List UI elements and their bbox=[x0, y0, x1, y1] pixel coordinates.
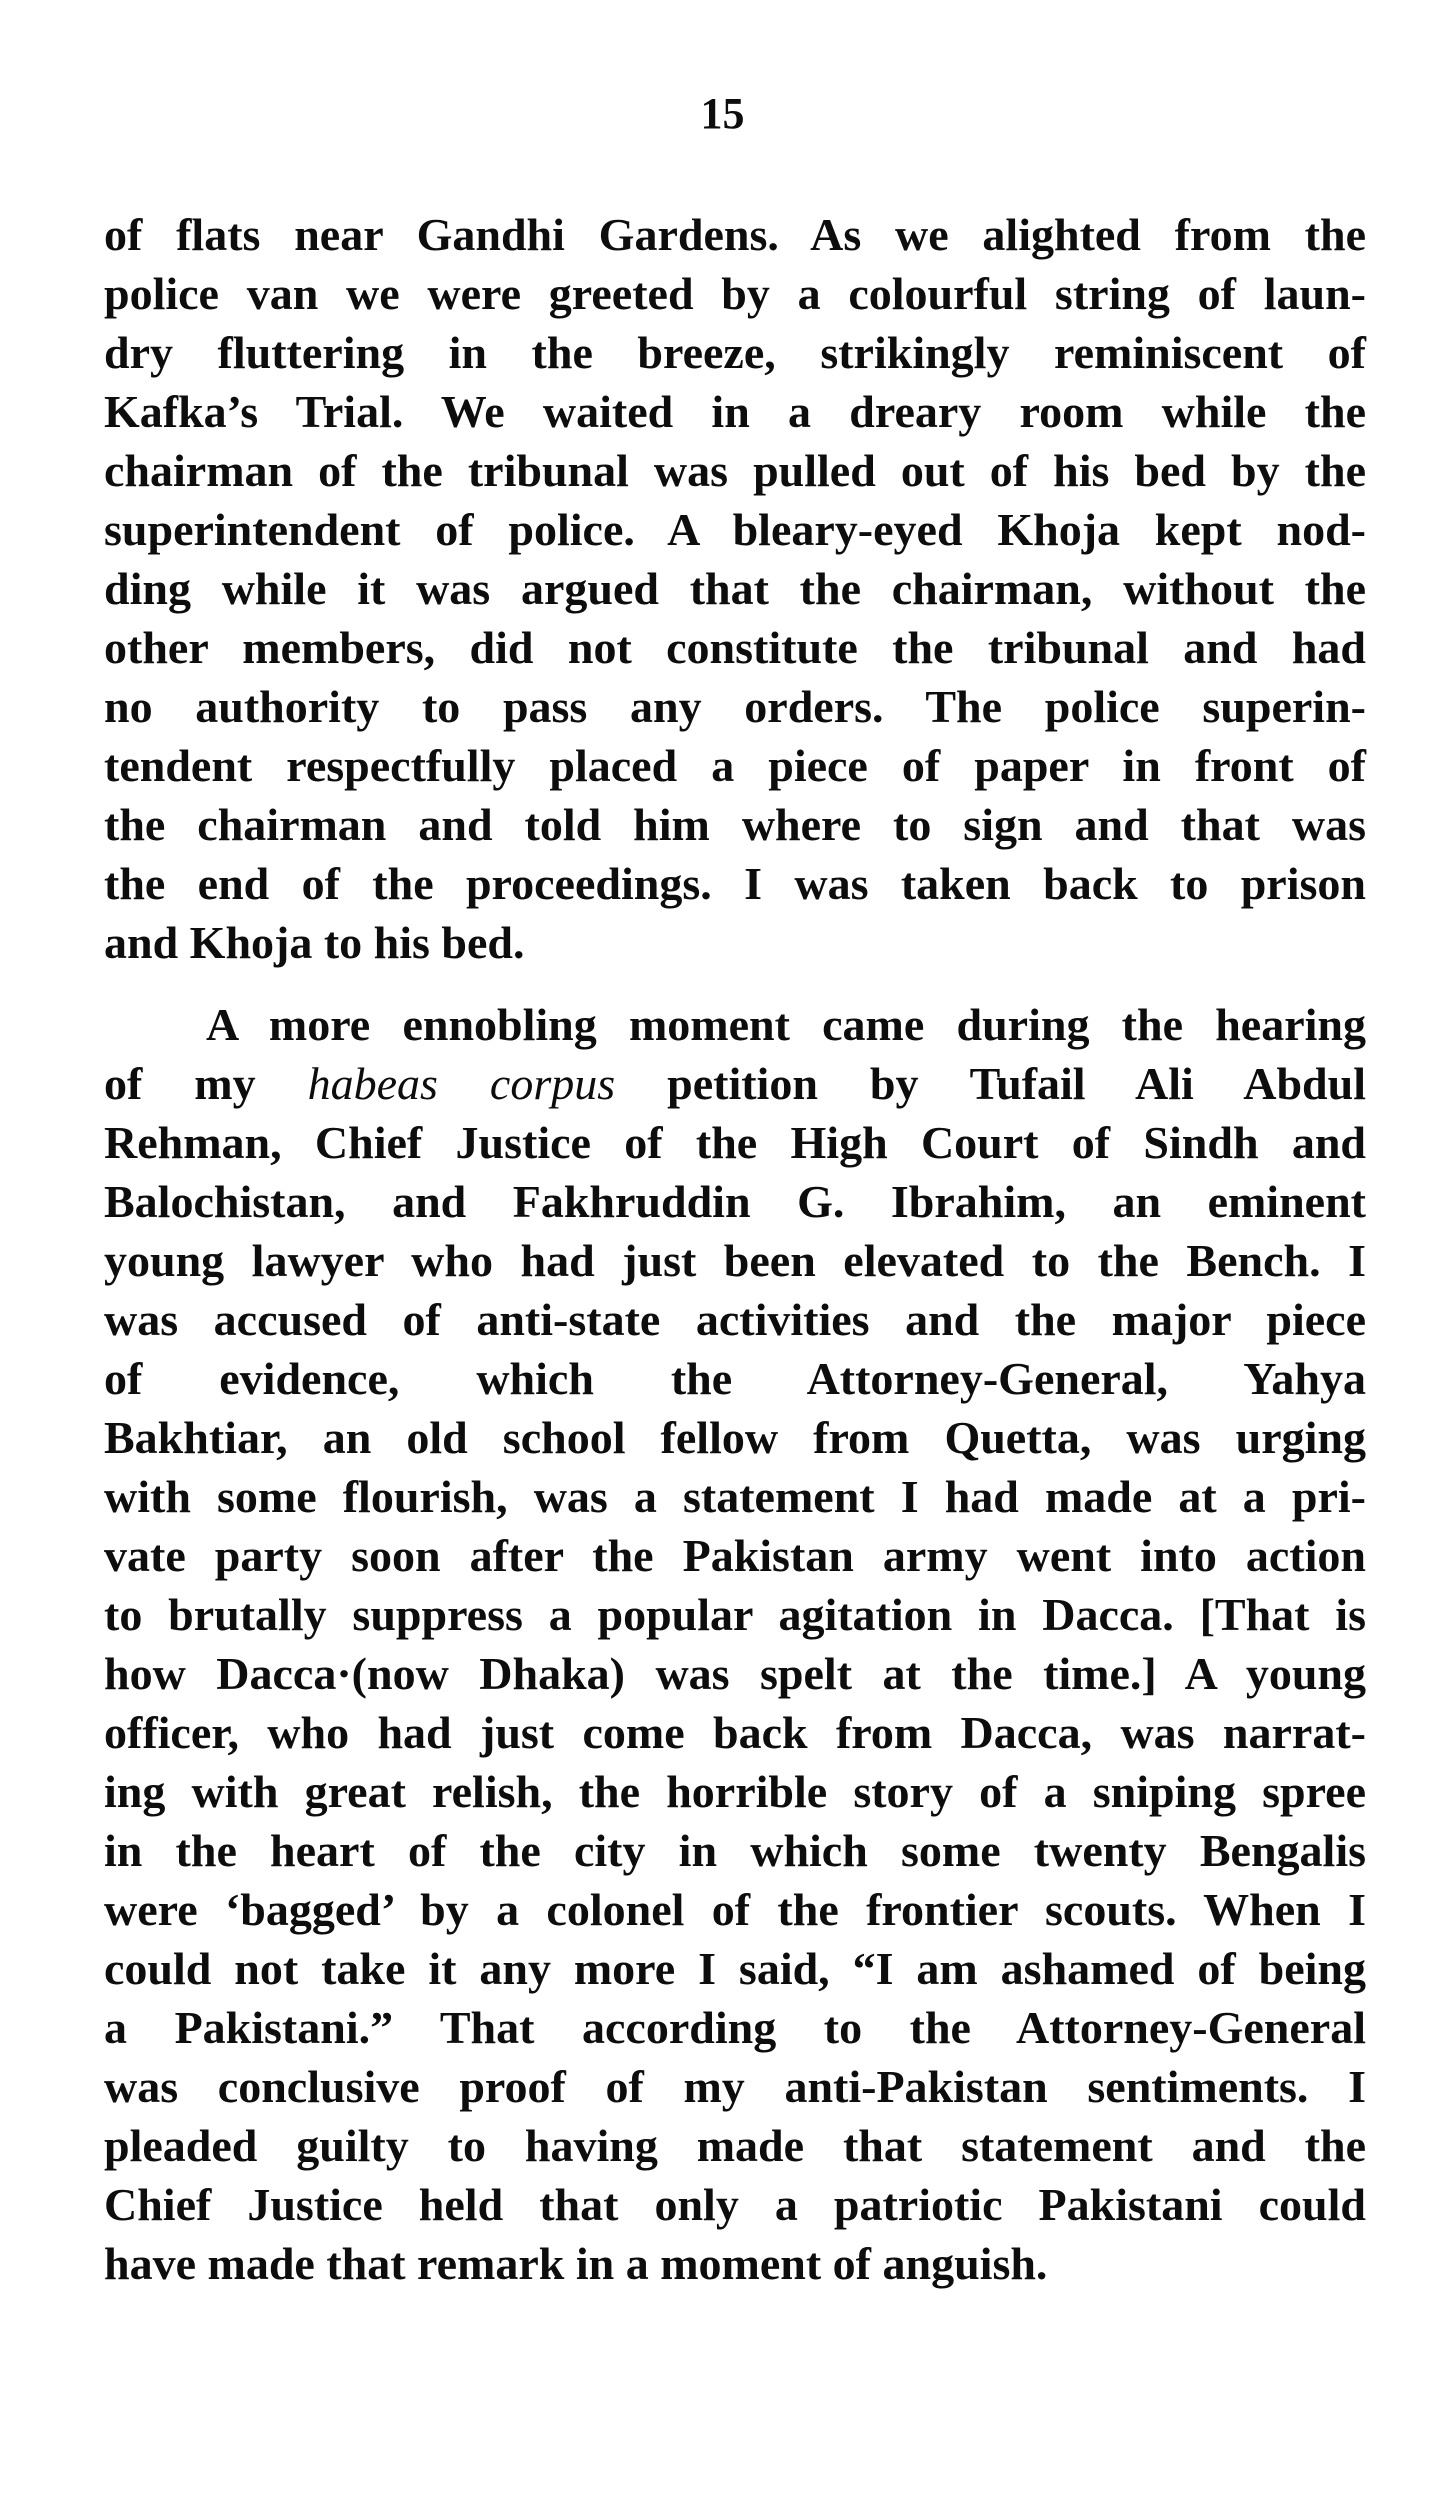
text-line: the end of the proceedings. I was taken back to prison bbox=[104, 858, 1366, 909]
text-line: could not take it any more I said, “I am ashamed of being bbox=[104, 1943, 1366, 1994]
paragraph-2 bbox=[104, 995, 1366, 2293]
text-line: superintendent of police. A bleary-eyed Khoja kept nod- bbox=[104, 504, 1366, 555]
text-line: of evidence, which the Attorney-General, Yahya bbox=[104, 1353, 1366, 1404]
text-line: tendent respectfully placed a piece of paper in front of bbox=[104, 740, 1366, 791]
text-line: the chairman and told him where to sign and that was bbox=[104, 799, 1366, 850]
text-line: and Khoja to his bed. bbox=[104, 917, 525, 968]
text-line: Rehman, Chief Justice of the High Court of Sindh and bbox=[104, 1117, 1366, 1168]
text-fragment: petition by Tufail Ali Abdul bbox=[615, 1058, 1367, 1109]
italic-term: habeas corpus bbox=[307, 1058, 616, 1109]
paragraph-1 bbox=[104, 205, 1366, 972]
text-line: Bakhtiar, an old school fellow from Quetta, was urging bbox=[104, 1412, 1366, 1463]
text-line: of flats near Gandhi Gardens. As we alighted from the bbox=[104, 209, 1366, 260]
text-line: were ‘bagged’ by a colonel of the frontier scouts. When I bbox=[104, 1884, 1366, 1935]
text-line: chairman of the tribunal was pulled out of his bed by the bbox=[104, 445, 1366, 496]
text-line: how Dacca·(now Dhaka) was spelt at the time.] A young bbox=[104, 1648, 1366, 1699]
text-line: officer, who had just come back from Dacca, was narrat- bbox=[104, 1707, 1366, 1758]
text-line: dry fluttering in the breeze, strikingly reminiscent of bbox=[104, 327, 1366, 378]
text-line: Kafka’s Trial. We waited in a dreary room while the bbox=[104, 386, 1366, 437]
text-line: young lawyer who had just been elevated to the Bench. I bbox=[104, 1235, 1366, 1286]
text-line: a Pakistani.” That according to the Attorney-General bbox=[104, 2002, 1366, 2053]
text-line: in the heart of the city in which some twenty Bengalis bbox=[104, 1825, 1366, 1876]
text-line: was conclusive proof of my anti-Pakistan sentiments. I bbox=[104, 2061, 1366, 2112]
text-line: Chief Justice held that only a patriotic Pakistani could bbox=[104, 2179, 1366, 2230]
text-line: vate party soon after the Pakistan army went into action bbox=[104, 1530, 1366, 1581]
text-line: pleaded guilty to having made that statement and the bbox=[104, 2120, 1366, 2171]
text-line-with-italic bbox=[104, 1054, 1366, 1113]
text-fragment: of my bbox=[104, 1058, 308, 1109]
text-line: with some flourish, was a statement I had made at a pri- bbox=[104, 1471, 1366, 1522]
page-number: 15 bbox=[700, 89, 745, 138]
text-line: was accused of anti-state activities and the major piece bbox=[104, 1294, 1366, 1345]
text-line: police van we were greeted by a colourful string of laun- bbox=[104, 268, 1366, 319]
text-line: to brutally suppress a popular agitation in Dacca. [That is bbox=[104, 1589, 1366, 1640]
text-line: ing with great relish, the horrible story of a sniping spree bbox=[104, 1766, 1366, 1817]
text-line: Balochistan, and Fakhruddin G. Ibrahim, an eminent bbox=[104, 1176, 1366, 1227]
text-line: ding while it was argued that the chairman, without the bbox=[104, 563, 1366, 614]
text-line: other members, did not constitute the tribunal and had bbox=[104, 622, 1366, 673]
text-line: have made that remark in a moment of anguish. bbox=[104, 2238, 1048, 2289]
text-line: A more ennobling moment came during the hearing bbox=[206, 999, 1366, 1050]
text-line: no authority to pass any orders. The police superin- bbox=[104, 681, 1366, 732]
